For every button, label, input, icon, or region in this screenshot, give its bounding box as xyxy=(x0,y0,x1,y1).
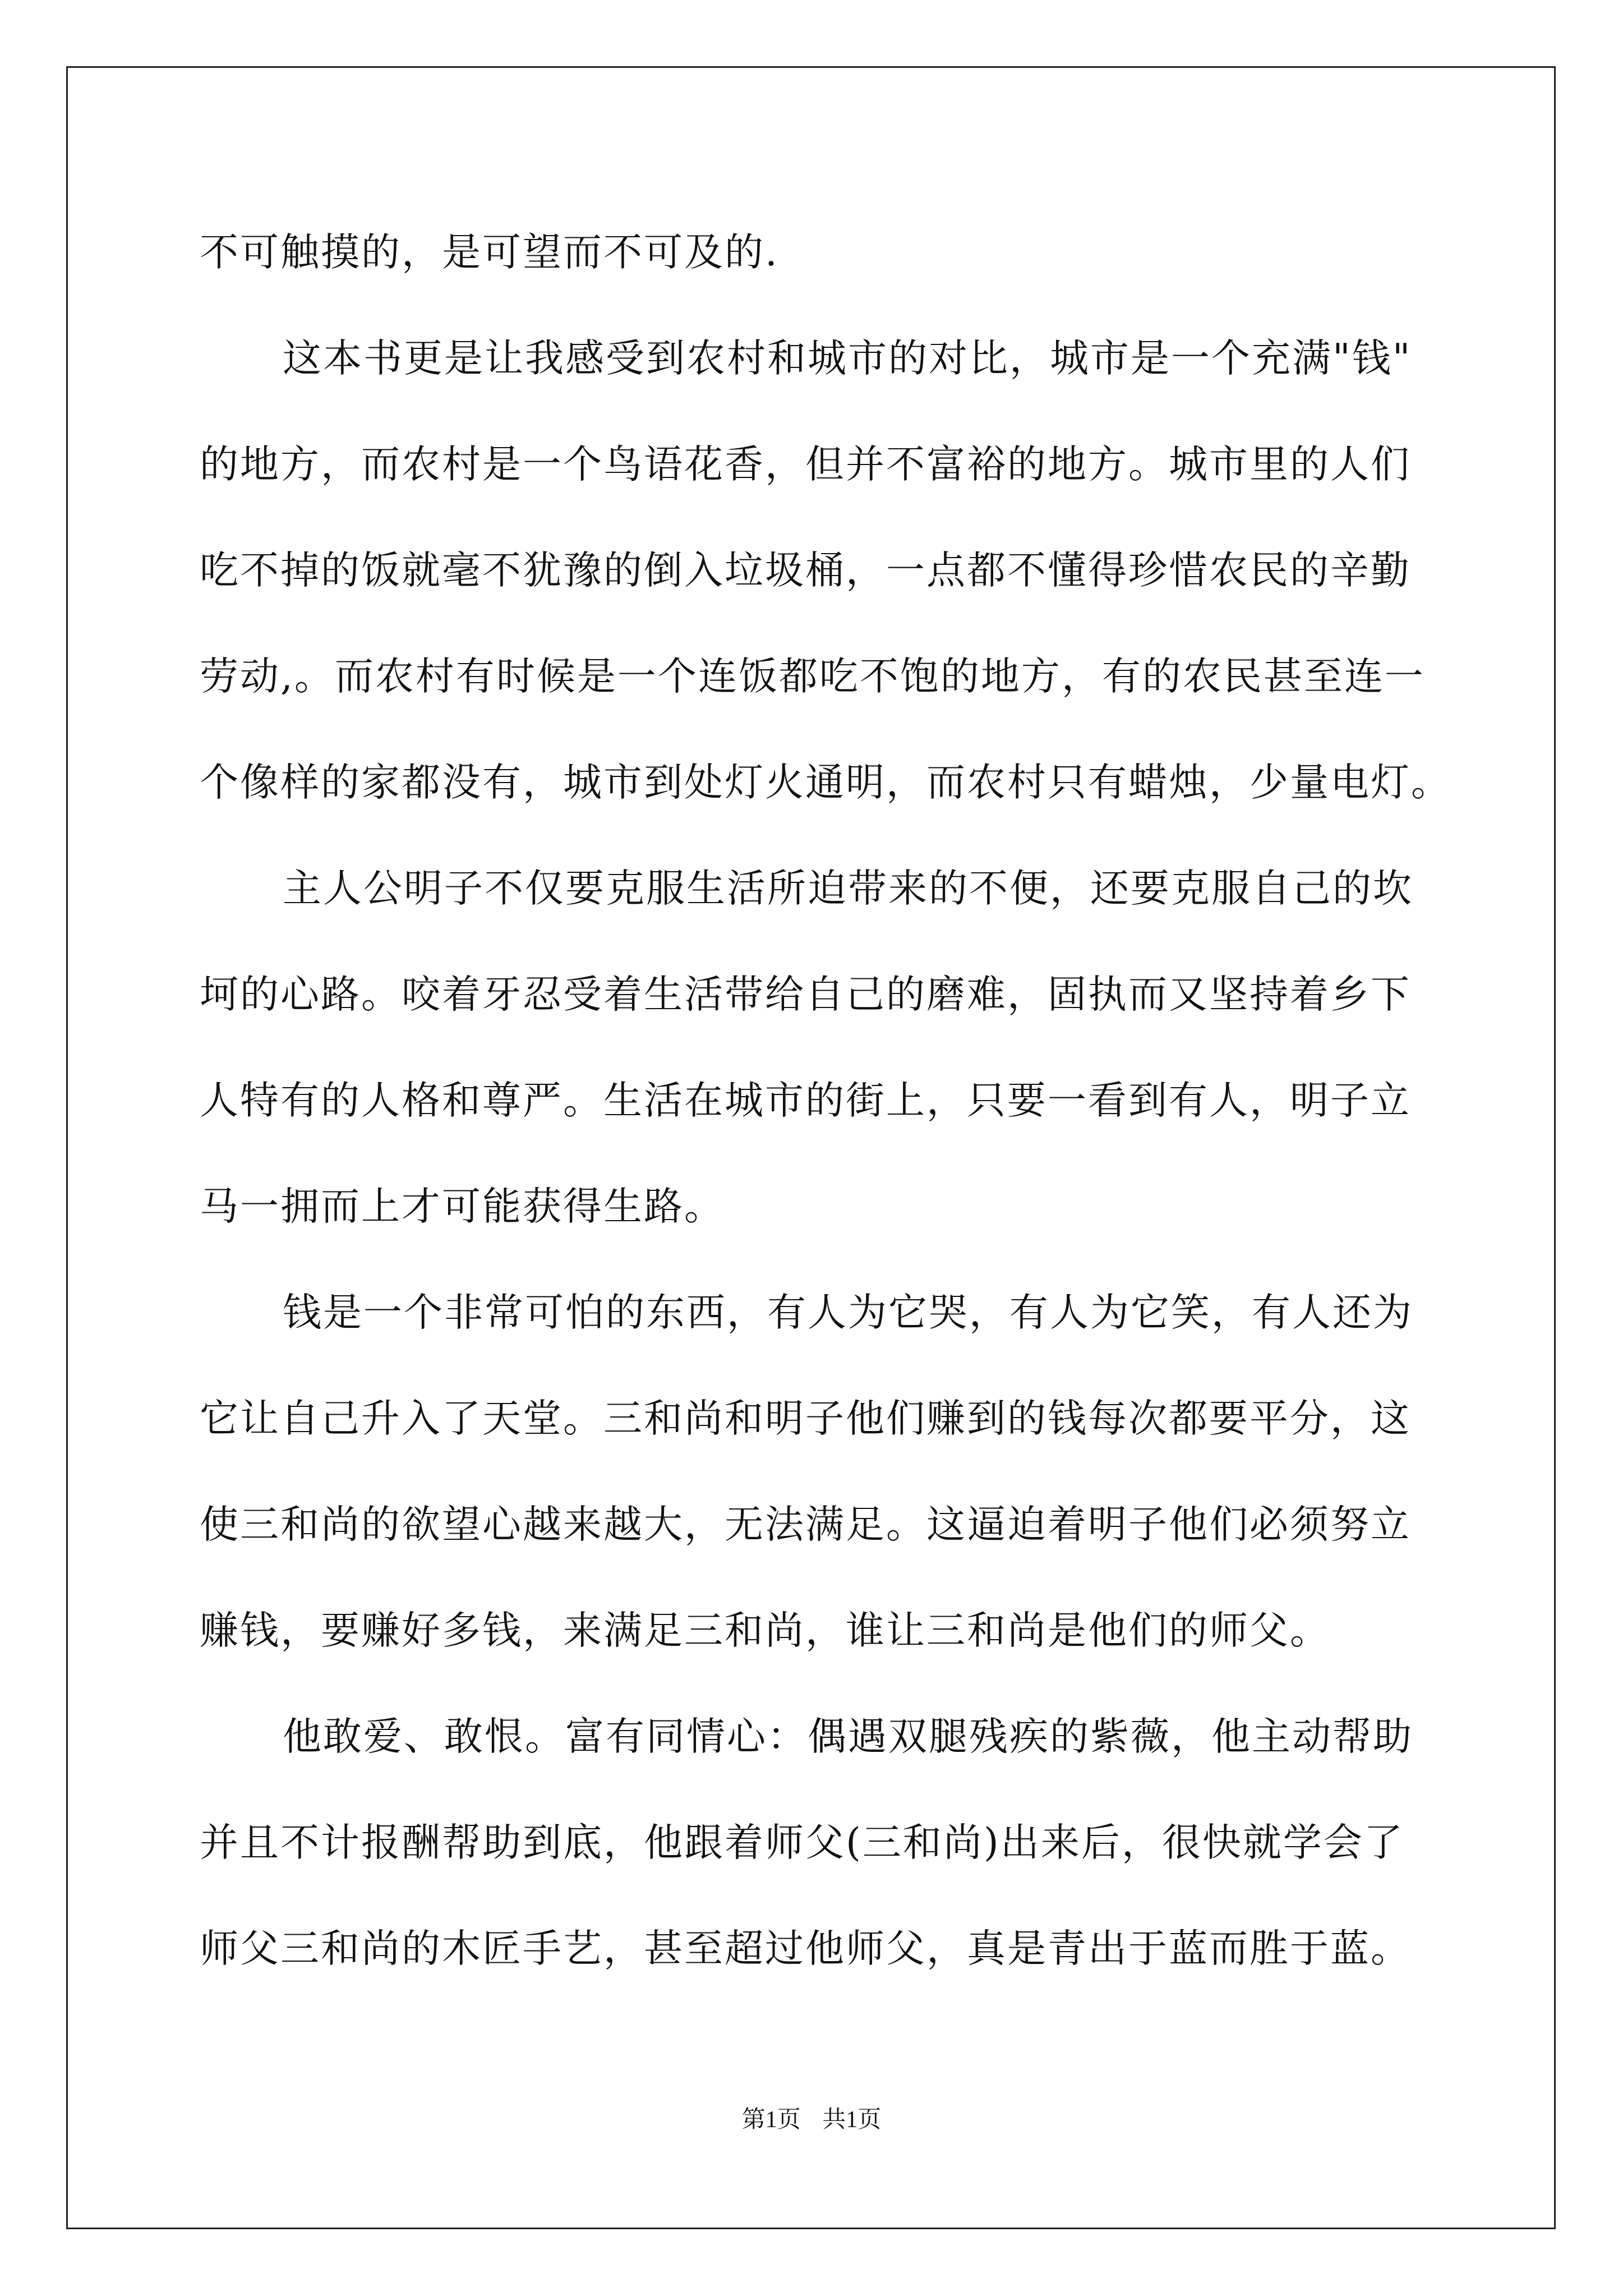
text-line: 并且不计报酬帮助到底，他跟着师父(三和尚)出来后，很快就学会了 xyxy=(200,1820,1404,1865)
text-line: 师父三和尚的木匠手艺，甚至超过他师父，真是青出于蓝而胜于蓝。 xyxy=(200,1926,1411,1971)
text-line: 吃不掉的饭就毫不犹豫的倒入垃圾桶，一点都不懂得珍惜农民的辛勤 xyxy=(200,548,1411,593)
text-line: 个像样的家都没有，城市到处灯火通明，而农村只有蜡烛，少量电灯。 xyxy=(200,760,1451,805)
document-body xyxy=(200,200,1451,2002)
text-line: 这本书更是让我感受到农村和城市的对比，城市是一个充满"钱" xyxy=(283,336,1412,381)
text-line: 不可触摸的，是可望而不可及的. xyxy=(200,230,779,275)
text-line: 劳动,。而农村有时候是一个连饭都吃不饱的地方，有的农民甚至连一 xyxy=(200,654,1425,699)
page-total: 共1页 xyxy=(822,2107,882,2133)
page-footer xyxy=(0,2101,1623,2134)
text-line: 赚钱，要赚好多钱，来满足三和尚，谁让三和尚是他们的师父。 xyxy=(200,1608,1330,1653)
text-line: 人特有的人格和尊严。生活在城市的街上，只要一看到有人，明子立 xyxy=(200,1078,1411,1123)
text-line: 他敢爱、敢恨。富有同情心：偶遇双腿残疾的紫薇，他主动帮助 xyxy=(283,1714,1413,1759)
page-number: 第1页 xyxy=(741,2107,801,2133)
text-line: 使三和尚的欲望心越来越大，无法满足。这逼迫着明子他们必须努立 xyxy=(200,1502,1411,1547)
text-line: 坷的心路。咬着牙忍受着生活带给自己的磨难，固执而又坚持着乡下 xyxy=(200,972,1411,1017)
text-line: 它让自己升入了天堂。三和尚和明子他们赚到的钱每次都要平分，这 xyxy=(200,1396,1411,1441)
text-line: 主人公明子不仅要克服生活所迫带来的不便，还要克服自己的坎 xyxy=(283,866,1413,911)
text-line: 钱是一个非常可怕的东西，有人为它哭，有人为它笑，有人还为 xyxy=(283,1290,1413,1335)
text-line: 马一拥而上才可能获得生路。 xyxy=(200,1184,725,1229)
text-line: 的地方，而农村是一个鸟语花香，但并不富裕的地方。城市里的人们 xyxy=(200,442,1411,487)
